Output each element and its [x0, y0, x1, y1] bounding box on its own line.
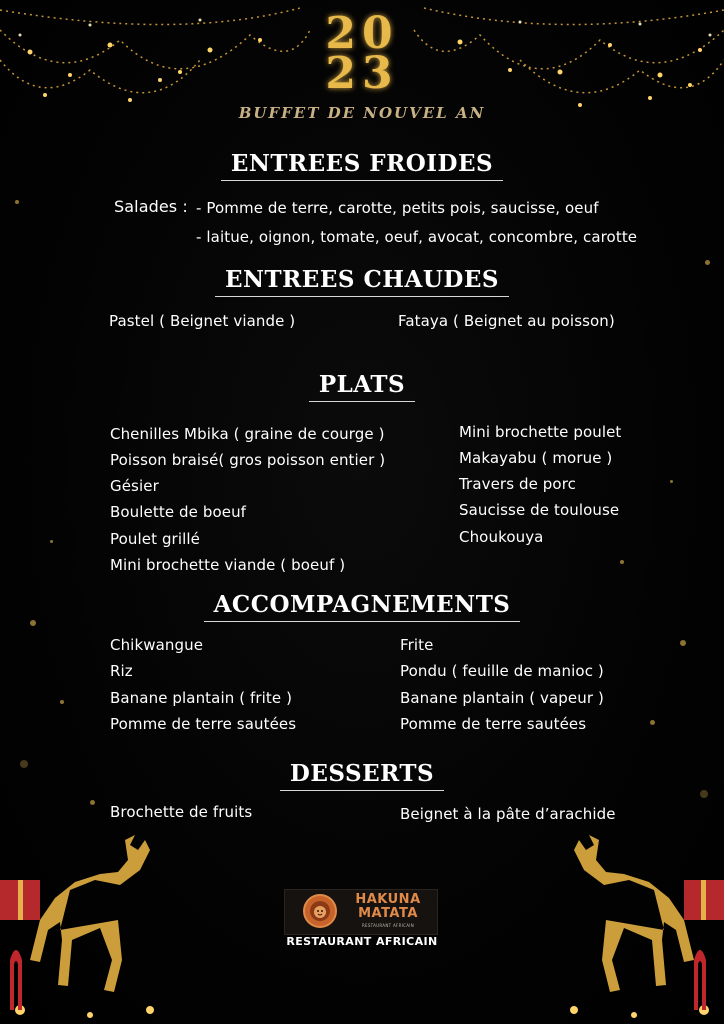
year-bottom: 23	[325, 48, 399, 99]
menu-item: Chikwangue	[110, 636, 204, 654]
section-title-desserts: DESSERTS	[0, 760, 724, 791]
menu-item: Pondu ( feuille de manioc )	[400, 662, 604, 680]
menu-item: Riz	[110, 662, 133, 680]
section-title-accompagnements: ACCOMPAGNEMENTS	[0, 591, 724, 622]
menu-item: Choukouya	[459, 528, 544, 546]
lion-head-icon	[303, 894, 337, 928]
menu-item: Fataya ( Beignet au poisson)	[398, 312, 615, 330]
menu-item: Mini brochette viande ( boeuf )	[110, 556, 346, 574]
section-title-plats: PLATS	[0, 371, 724, 402]
menu-item: Makayabu ( morue )	[459, 449, 613, 467]
restaurant-label: RESTAURANT AFRICAIN	[286, 935, 438, 948]
reindeer-left-decoration	[0, 810, 190, 1024]
logo-name: HAKUNA MATATA	[355, 892, 421, 921]
menu-item: Beignet à la pâte d’arachide	[400, 805, 616, 823]
menu-item: Chenilles Mbika ( graine de courge )	[110, 425, 385, 443]
menu-item: Saucisse de toulouse	[459, 501, 620, 519]
menu-item: Gésier	[110, 477, 159, 495]
menu-item: Banane plantain ( vapeur )	[400, 689, 604, 707]
menu-item: Poulet grillé	[110, 530, 200, 548]
reindeer-right-decoration	[534, 810, 724, 1024]
menu-item: Frite	[400, 636, 434, 654]
salade-line-2: - laitue, oignon, tomate, oeuf, avocat, concombre, carotte	[196, 228, 638, 246]
section-title-entrees-chaudes: ENTREES CHAUDES	[0, 266, 724, 297]
year-top: 20	[325, 8, 399, 59]
menu-item: Boulette de boeuf	[110, 503, 247, 521]
menu-item: Mini brochette poulet	[459, 423, 622, 441]
menu-item: Banane plantain ( frite )	[110, 689, 293, 707]
section-title-entrees-froides: ENTREES FROIDES	[0, 150, 724, 181]
menu-item: Pomme de terre sautées	[110, 715, 297, 733]
menu-item: Travers de porc	[459, 475, 576, 493]
salades-label: Salades :	[114, 197, 188, 216]
menu-item: Poisson braisé( gros poisson entier )	[110, 451, 386, 469]
restaurant-logo	[284, 889, 438, 935]
page-subtitle: BUFFET DE NOUVEL AN	[238, 104, 486, 122]
year-2023-logo	[300, 8, 424, 102]
menu-item: Brochette de fruits	[110, 803, 253, 821]
logo-small-text: RESTAURANT AFRICAIN	[361, 923, 415, 928]
menu-item: Pastel ( Beignet viande )	[109, 312, 296, 330]
salade-line-1: - Pomme de terre, carotte, petits pois, saucisse, oeuf	[196, 199, 599, 217]
menu-item: Pomme de terre sautées	[400, 715, 587, 733]
